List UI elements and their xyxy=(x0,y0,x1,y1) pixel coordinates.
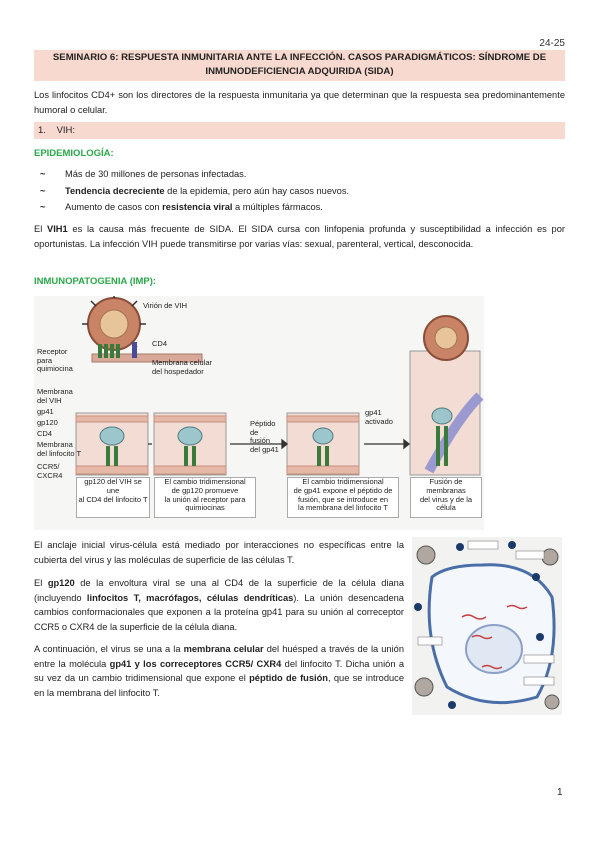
caption-step-3: El cambio tridimensional de gp41 expone el péptido de fusión, que se introduce en la membrana del linfocito T xyxy=(287,477,399,518)
bullet-text: Aumento de casos con xyxy=(65,202,163,212)
page-number: 1 xyxy=(557,787,563,798)
text: de la envoltura viral se una al CD4 de la superficie de la célula diana (incluyendo xyxy=(34,578,404,603)
label-ccr5: CCR5/ CXCR4 xyxy=(37,462,63,480)
label-cd4-top: CD4 xyxy=(152,339,168,348)
epidemiology-list xyxy=(40,166,560,216)
page-title xyxy=(34,50,565,81)
caption-step-1: gp120 del VIH se une al CD4 del linfocito T xyxy=(76,477,150,518)
label-fusion-peptide: Péptido de fusión del gp41 xyxy=(250,419,279,454)
list-item xyxy=(40,166,560,183)
immunopathogenesis-heading: INMUNOPATOGENIA (IMP): xyxy=(34,276,157,287)
bold-text: péptido de fusión xyxy=(249,673,328,683)
text: A continuación, el virus se una a la xyxy=(34,644,184,654)
bold-text: gp120 xyxy=(47,578,75,588)
label-gp41: gp41 xyxy=(37,407,54,416)
bullet-text: Más de 30 millones de personas infectadas. xyxy=(65,169,247,179)
bullet-text: a múltiples fármacos. xyxy=(232,202,323,212)
hiv-entry-figure xyxy=(34,296,484,530)
bullet-marker: ~ xyxy=(40,202,46,212)
caption-step-4: Fusión de membranas del virus y de la célula xyxy=(410,477,482,518)
section-number: 1. xyxy=(38,125,46,136)
bullet-text: de la epidemia, pero aún hay casos nuevos. xyxy=(164,185,350,196)
text: del linfocito T. Dicha unión a su vez da un cambio tridimensional que expone el xyxy=(34,658,404,683)
text: del huésped a través de la unión entre la molécula xyxy=(34,644,404,669)
text: es la causa más frecuente de SIDA. El SIDA cursa con linfopenia profunda y susceptibilidad a infección es por oportunistas. La infección VIH puede transmitirse por varias vías: sexual, parenteral, vertical, desconocida. xyxy=(34,224,565,249)
label-gp120: gp120 xyxy=(37,418,58,427)
caption-step-2: El cambio tridimensional de gp120 promueve la unión al receptor para quimiocinas xyxy=(154,477,256,518)
list-item xyxy=(40,183,560,200)
intro-paragraph: Los linfocitos CD4+ son los directores de la respuesta inmunitaria ya que determinan que la respuesta sea predominantemente humoral o celular. xyxy=(34,90,565,115)
bullet-bold: resistencia viral xyxy=(162,202,233,212)
bullet-marker: ~ xyxy=(40,185,46,196)
membrana-paragraph xyxy=(34,642,404,700)
title-line-2: INMUNODEFICIENCIA ADQUIRIDA (SIDA) xyxy=(205,66,394,77)
course-year: 24-25 xyxy=(539,38,565,49)
gp120-paragraph xyxy=(34,576,404,634)
section-header xyxy=(34,122,565,139)
hiv-lifecycle-figure xyxy=(412,537,562,715)
anclaje-paragraph: El anclaje inicial virus-célula está mediado por interacciones no específicas entre la cubierta del virus y las moléculas de superficie de las células T. xyxy=(34,540,404,565)
title-line-1: SEMINARIO 6: RESPUESTA INMUNITARIA ANTE LA INFECCIÓN. CASOS PARADIGMÁTICOS: SÍNDROME DE xyxy=(52,52,547,63)
bold-text: membrana celular xyxy=(183,644,264,654)
label-vih-membrane: Membrana del VIH xyxy=(37,387,73,405)
text: El xyxy=(34,578,48,588)
label-virion: Virión de VIH xyxy=(143,301,188,310)
text: , que se introduce en la membrana del linfocito T. xyxy=(34,673,404,698)
hiv-lifecycle-illustration xyxy=(412,537,562,715)
vih-paragraph xyxy=(34,222,565,251)
label-host-membrane: Membrana celular del hospedador xyxy=(152,358,213,376)
section-label: VIH: xyxy=(56,125,76,136)
bold-text: gp41 y los correceptores CCR5/ CXR4 xyxy=(109,658,282,669)
epidemiology-heading: EPIDEMIOLOGÍA: xyxy=(34,148,114,159)
bullet-bold: Tendencia decreciente xyxy=(65,185,165,196)
bullet-marker: ~ xyxy=(40,169,46,179)
label-receptor: Receptor para quimiocina xyxy=(37,347,73,374)
bold-text: VIH1 xyxy=(47,224,68,234)
list-item xyxy=(40,199,560,216)
text: ). La unión desencadena cambios conformacionales que exponen a la proteína gp41 para su unión al correceptor CCR5 o CXR4 de la superficie de la célula diana. xyxy=(34,592,404,632)
bold-text: linfocitos T, macrófagos, células dendríticas xyxy=(86,592,294,603)
text: El xyxy=(34,224,48,234)
label-lymph-membrane: Membrana del linfocito T xyxy=(37,440,82,458)
label-cd4: CD4 xyxy=(37,429,53,438)
label-gp41-active: gp41 activado xyxy=(365,408,393,426)
